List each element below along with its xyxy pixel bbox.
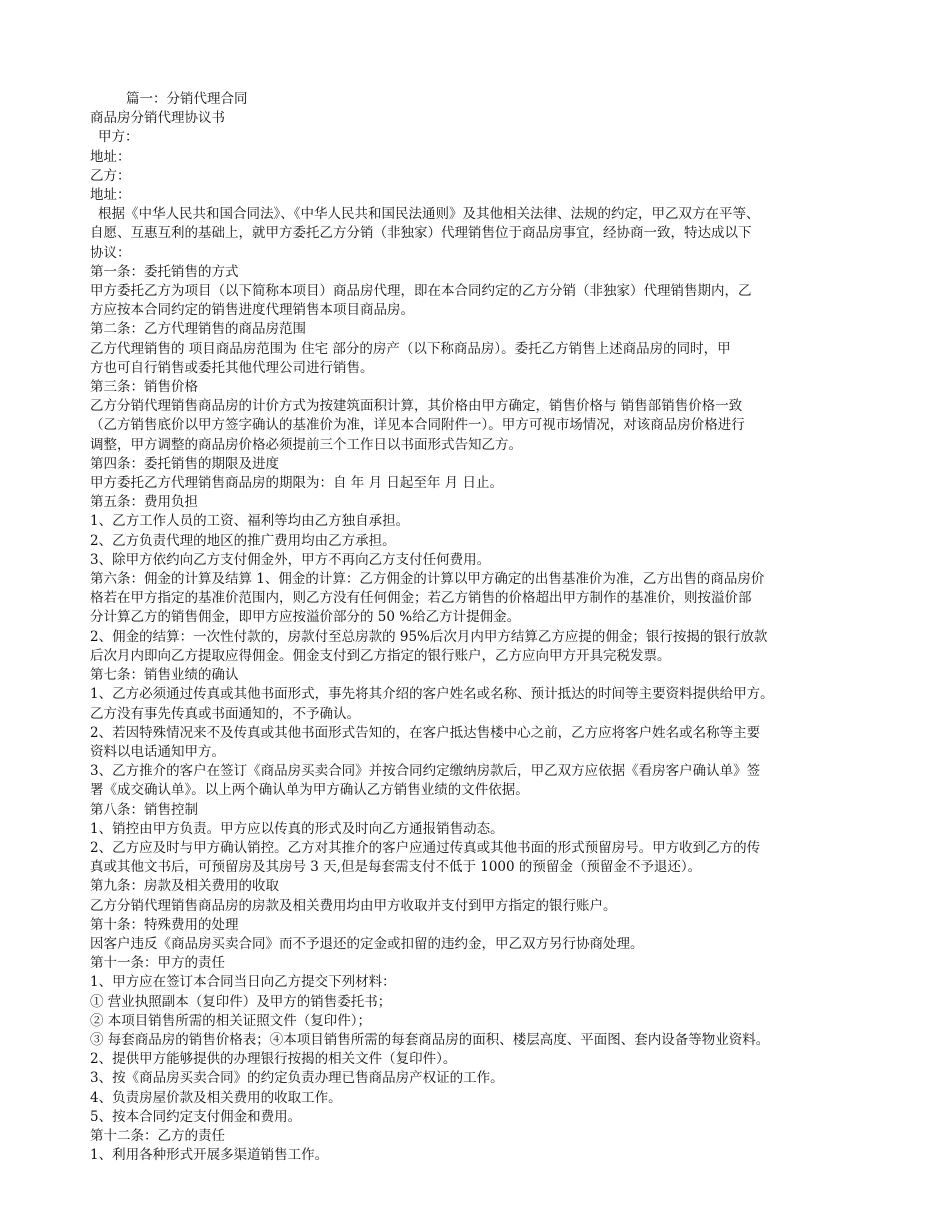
- document-line: 甲方：: [98, 129, 139, 146]
- document-line: 自愿、互惠互利的基础上，就甲方委托乙方分销（非独家）代理销售位于商品房事宜，经协商一致，特达成以下: [90, 225, 752, 242]
- document-line: ① 营业执照副本（复印件）及甲方的销售委托书；: [90, 993, 392, 1010]
- document-line: 2、若因特殊情况来不及传真或其他书面形式告知的，在客户抵达售楼中心之前，乙方应将客户姓名或名称等主要: [90, 724, 761, 741]
- document-line: 甲方委托乙方为项目（以下简称本项目）商品房代理，即在本合同约定的乙方分销（非独家）代理销售期内，乙: [90, 283, 752, 300]
- document-line: 2、乙方负责代理的地区的推广费用均由乙方承担。: [90, 532, 396, 549]
- document-line: 3、除甲方依约向乙方支付佣金外，甲方不再向乙方支付任何费用。: [90, 551, 491, 568]
- document-line: 第十条：特殊费用的处理: [90, 916, 239, 933]
- document-line: （乙方销售底价以甲方签字确认的基准价为准，详见本合同附件一）。甲方可视市场情况，对该商品房价格进行: [90, 417, 745, 434]
- document-line: 甲方委托乙方代理销售商品房的期限为：自 年 月 日起至年 月 日止。: [90, 475, 503, 492]
- document-line: 商品房分销代理协议书: [90, 110, 225, 127]
- document-line: ③ 每套商品房的销售价格表；④本项目销售所需的每套商品房的面积、楼层高度、平面图、套内设备等物业资料。: [90, 1031, 770, 1048]
- document-line: 第九条：房款及相关费用的收取: [90, 878, 279, 895]
- document-line: 分计算乙方的销售佣金，即甲方应按溢价部分的 50 %给乙方计提佣金。: [90, 609, 521, 626]
- document-line: 乙方代理销售的 项目商品房范围为 住宅 部分的房产（以下称商品房）。委托乙方销售上述商品房的同时，甲: [90, 340, 731, 357]
- document-line: 调整，甲方调整的商品房价格必须提前三个工作日以书面形式告知乙方。: [90, 436, 522, 453]
- document-line: 5、按本合同约定支付佣金和费用。: [90, 1108, 302, 1125]
- document-line: 2、佣金的结算：一次性付款的，房款付至总房款的 95%后次月内甲方结算乙方应提的佣金；银行按揭的银行放款: [90, 628, 768, 645]
- document-line: 资料以电话通知甲方。: [90, 743, 225, 760]
- document-line: 第八条：销售控制: [90, 801, 198, 818]
- document-line: 乙方没有事先传真或书面通知的，不予确认。: [90, 705, 360, 722]
- document-line: 真或其他文书后，可预留房及其房号 3 天,但是每套需支付不低于 1000 的预留金（预留金不予退还）。: [90, 859, 702, 876]
- document-line: 第六条：佣金的计算及结算 1、佣金的计算：乙方佣金的计算以甲方确定的出售基准价为准，乙方出售的商品房价: [90, 571, 765, 588]
- document-line: 1、乙方工作人员的工资、福利等均由乙方独自承担。: [90, 513, 410, 530]
- document-line: 因客户违反《商品房买卖合同》而不予退还的定金或扣留的违约金，甲乙双方另行协商处理。: [90, 935, 644, 952]
- document-line: 2、乙方应及时与甲方确认销控。乙方对其推介的客户应通过传真或其他书面的形式预留房号。甲方收到乙方的传: [90, 839, 761, 856]
- document-line: 1、利用各种形式开展多渠道销售工作。: [90, 1147, 329, 1164]
- document-line: 乙方分销代理销售商品房的计价方式为按建筑面积计算，其价格由甲方确定，销售价格与 销售部销售价格一致: [90, 398, 743, 415]
- document-line: 第四条：委托销售的期限及进度: [90, 455, 279, 472]
- document-line: ② 本项目销售所需的相关证照文件（复印件）；: [90, 1012, 372, 1029]
- document-line: 协议：: [90, 244, 131, 261]
- document-line: 第一条：委托销售的方式: [90, 263, 239, 280]
- document-line: 第五条：费用负担: [90, 494, 198, 511]
- document-line: 第十二条：乙方的责任: [90, 1127, 225, 1144]
- document-line: 4、负责房屋价款及相关费用的收取工作。: [90, 1089, 342, 1106]
- document-line: 第三条：销售价格: [90, 379, 198, 396]
- document-line: 方应按本合同约定的销售进度代理销售本项目商品房。: [90, 302, 414, 319]
- document-line: 第七条：销售业绩的确认: [90, 667, 239, 684]
- document-line: 第十一条：甲方的责任: [90, 955, 225, 972]
- document-line: 1、甲方应在签订本合同当日向乙方提交下列材料：: [90, 974, 396, 991]
- document-line: 2、提供甲方能够提供的办理银行按揭的相关文件（复印件）。: [90, 1051, 457, 1068]
- document-line: 根据《中华人民共和国合同法》、《中华人民共和国民法通则》及其他相关法律、法规的约定，甲乙双方在平等、: [98, 206, 760, 223]
- document-line: 1、销控由甲方负责。甲方应以传真的形式及时向乙方通报销售动态。: [90, 820, 504, 837]
- document-line: 方也可自行销售或委托其他代理公司进行销售。: [90, 359, 374, 376]
- document-line: 地址：: [90, 148, 131, 165]
- document-line: 后次月内即向乙方提取应得佣金。佣金支付到乙方指定的银行账户，乙方应向甲方开具完税发票。: [90, 647, 671, 664]
- document-line: 1、乙方必须通过传真或其他书面形式，事先将其介绍的客户姓名或名称、预计抵达的时间等主要资料提供给甲方。: [90, 686, 774, 703]
- document-line: 格若在甲方指定的基准价范围内，则乙方没有任何佣金；若乙方销售的价格超出甲方制作的基准价，则按溢价部: [90, 590, 752, 607]
- document-line: 乙方：: [90, 167, 131, 184]
- document-line: 署《成交确认单》。以上两个确认单为甲方确认乙方销售业绩的文件依据。: [90, 782, 529, 799]
- document-line: 3、按《商品房买卖合同》的约定负责办理已售商品房产权证的工作。: [90, 1070, 504, 1087]
- document-line: 3、乙方推介的客户在签订《商品房买卖合同》并按合同约定缴纳房款后，甲乙双方应依据《看房客户确认单》签: [90, 763, 761, 780]
- document-line: 地址：: [90, 187, 131, 204]
- document-line: 乙方分销代理销售商品房的房款及相关费用均由甲方收取并支付到甲方指定的银行账户。: [90, 897, 617, 914]
- document-body: [90, 90, 870, 1165]
- document-line: 第二条：乙方代理销售的商品房范围: [90, 321, 306, 338]
- document-line: 篇一：分销代理合同: [126, 91, 248, 107]
